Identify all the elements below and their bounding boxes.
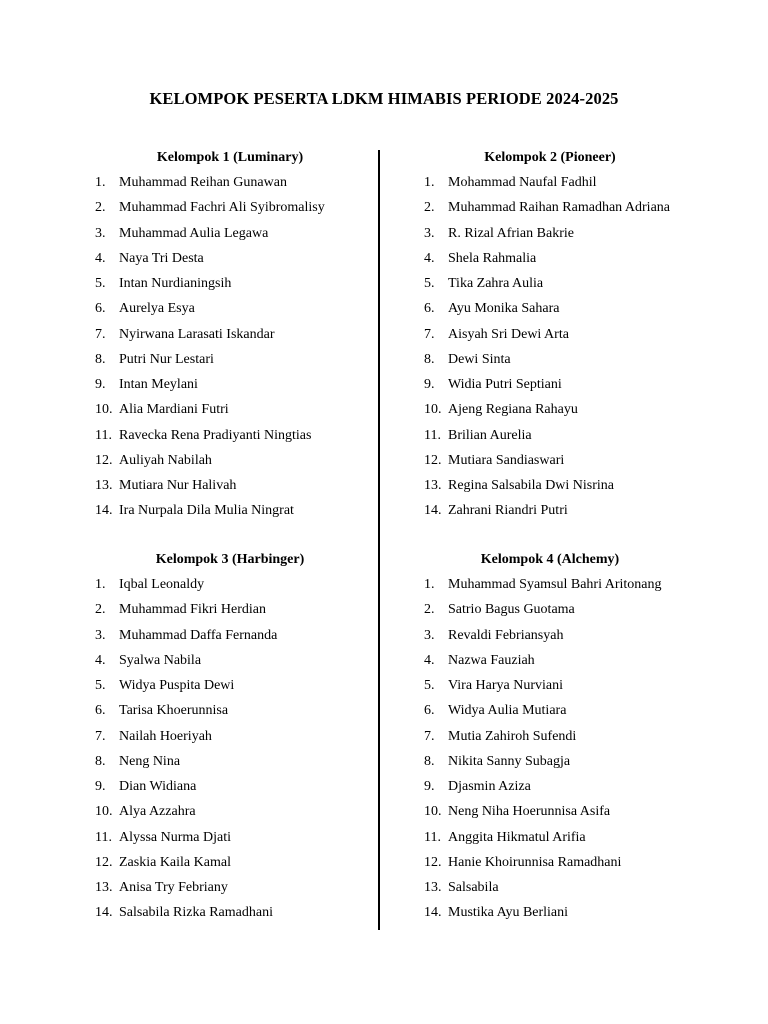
member-number: 3. (95, 225, 106, 241)
member-number: 5. (424, 276, 435, 291)
member-name: Tarisa Khoerunnisa (119, 703, 229, 719)
member-number: 6. (95, 301, 106, 317)
member-number: 4. (95, 652, 106, 668)
member-number: 13. (95, 478, 113, 493)
member-number: 13. (95, 880, 113, 895)
member-number: 7. (95, 326, 106, 342)
member-number: 1. (424, 577, 435, 592)
member-name: Nikita Sanny Subagja (448, 753, 571, 769)
member-name: Ravecka Rena Pradiyanti Ningtias (119, 427, 312, 443)
member-number: 9. (95, 377, 106, 392)
member-number: 13. (424, 880, 442, 895)
member-name: Ayu Monika Sahara (448, 301, 560, 317)
member-name: Muhammad Daffa Fernanda (119, 627, 278, 643)
member-name: Hanie Khoirunnisa Ramadhani (448, 854, 622, 870)
member-number: 13. (424, 478, 442, 493)
member-number: 12. (424, 854, 442, 870)
member-name: Muhammad Fachri Ali Syibromalisy (119, 200, 325, 216)
member-name: Vira Harya Nurviani (448, 678, 564, 693)
member-number: 3. (424, 627, 435, 643)
member-number: 3. (424, 225, 435, 241)
member-name: Aurelya Esya (119, 301, 195, 317)
member-number: 8. (95, 351, 106, 367)
member-number: 5. (424, 678, 435, 693)
member-number: 12. (95, 854, 113, 870)
member-name: Neng Niha Hoerunnisa Asifa (448, 804, 611, 820)
member-number: 6. (424, 703, 435, 719)
member-name: Muhammad Aulia Legawa (119, 225, 269, 241)
member-number: 10. (424, 804, 442, 820)
member-number: 6. (95, 703, 106, 719)
member-name: Anggita Hikmatul Arifia (448, 829, 586, 845)
member-name: Ajeng Regiana Rahayu (448, 402, 578, 418)
member-name: Widya Puspita Dewi (119, 678, 235, 693)
member-number: 2. (424, 602, 435, 618)
group-title: Kelompok 1 (Luminary) (156, 150, 304, 165)
member-name: Mutiara Nur Halivah (119, 478, 237, 493)
member-name: Nazwa Fauziah (448, 652, 535, 668)
member-name: Alyssa Nurma Djati (119, 829, 231, 845)
member-number: 14. (95, 503, 113, 519)
member-name: Muhammad Raihan Ramadhan Adriana (448, 200, 670, 216)
member-name: Brilian Aurelia (448, 427, 532, 443)
member-number: 9. (424, 377, 435, 392)
member-name: Syalwa Nabila (119, 652, 202, 668)
member-name: Widya Aulia Mutiara (448, 703, 567, 719)
member-number: 1. (95, 577, 106, 592)
member-number: 14. (95, 905, 113, 921)
member-number: 8. (424, 351, 435, 367)
member-name: Auliyah Nabilah (119, 452, 212, 468)
member-name: Dian Widiana (119, 779, 197, 794)
member-number: 14. (424, 905, 442, 921)
member-name: Zaskia Kaila Kamal (119, 854, 231, 870)
column-divider (378, 150, 380, 930)
member-number: 11. (95, 427, 112, 443)
member-number: 8. (424, 753, 435, 769)
member-number: 9. (424, 779, 435, 794)
member-number: 2. (95, 602, 106, 618)
member-number: 11. (424, 829, 441, 845)
member-name: Muhammad Fikri Herdian (119, 602, 266, 618)
member-name: Shela Rahmalia (448, 250, 537, 266)
group-title: Kelompok 2 (Pioneer) (484, 150, 616, 165)
member-name: Dewi Sinta (448, 351, 511, 367)
member-name: Alia Mardiani Futri (119, 402, 229, 418)
member-name: Ira Nurpala Dila Mulia Ningrat (119, 503, 294, 519)
group-title: Kelompok 4 (Alchemy) (480, 552, 620, 567)
member-number: 12. (424, 452, 442, 468)
member-number: 11. (424, 427, 441, 443)
member-number: 11. (95, 829, 112, 845)
member-name: Intan Meylani (119, 377, 198, 392)
member-name: Nailah Hoeriyah (119, 728, 212, 744)
member-name: Mutia Zahiroh Sufendi (448, 728, 577, 744)
member-number: 2. (95, 200, 106, 216)
member-name: Alya Azzahra (119, 804, 196, 820)
member-number: 1. (424, 175, 435, 190)
member-name: Widia Putri Septiani (448, 377, 562, 392)
member-name: Neng Nina (119, 753, 181, 769)
member-number: 12. (95, 452, 113, 468)
member-name: Mutiara Sandiaswari (448, 452, 565, 468)
member-number: 5. (95, 276, 106, 291)
member-number: 3. (95, 627, 106, 643)
member-name: Mohammad Naufal Fadhil (448, 175, 597, 190)
member-name: Naya Tri Desta (119, 250, 204, 266)
member-number: 4. (424, 250, 435, 266)
member-name: Putri Nur Lestari (119, 351, 214, 367)
member-number: 14. (424, 503, 442, 519)
member-name: Muhammad Syamsul Bahri Aritonang (448, 577, 662, 592)
member-number: 10. (95, 402, 113, 418)
member-number: 10. (424, 402, 442, 418)
member-name: Satrio Bagus Guotama (448, 602, 575, 618)
member-name: Intan Nurdianingsih (119, 276, 232, 291)
document-title: KELOMPOK PESERTA LDKM HIMABIS PERIODE 2024-2025 (149, 89, 619, 108)
member-number: 2. (424, 200, 435, 216)
member-number: 10. (95, 804, 113, 820)
member-number: 9. (95, 779, 106, 794)
member-number: 7. (424, 728, 435, 744)
member-number: 7. (95, 728, 106, 744)
member-name: Tika Zahra Aulia (448, 276, 544, 291)
member-number: 1. (95, 175, 106, 190)
member-name: Nyirwana Larasati Iskandar (119, 326, 275, 342)
member-number: 6. (424, 301, 435, 317)
member-number: 4. (424, 652, 435, 668)
member-number: 7. (424, 326, 435, 342)
member-name: Salsabila (448, 880, 499, 895)
member-name: Mustika Ayu Berliani (448, 905, 569, 921)
member-name: Anisa Try Febriany (119, 880, 228, 895)
member-name: Muhammad Reihan Gunawan (119, 175, 287, 190)
member-name: Aisyah Sri Dewi Arta (448, 326, 569, 342)
member-name: Revaldi Febriansyah (448, 627, 564, 643)
member-name: Salsabila Rizka Ramadhani (119, 905, 273, 921)
member-number: 5. (95, 678, 106, 693)
member-name: Zahrani Riandri Putri (448, 503, 568, 519)
member-number: 8. (95, 753, 106, 769)
member-name: R. Rizal Afrian Bakrie (448, 225, 574, 241)
member-name: Regina Salsabila Dwi Nisrina (448, 478, 615, 493)
member-number: 4. (95, 250, 106, 266)
group-title: Kelompok 3 (Harbinger) (155, 552, 305, 567)
member-name: Djasmin Aziza (448, 779, 531, 794)
member-name: Iqbal Leonaldy (119, 577, 205, 592)
